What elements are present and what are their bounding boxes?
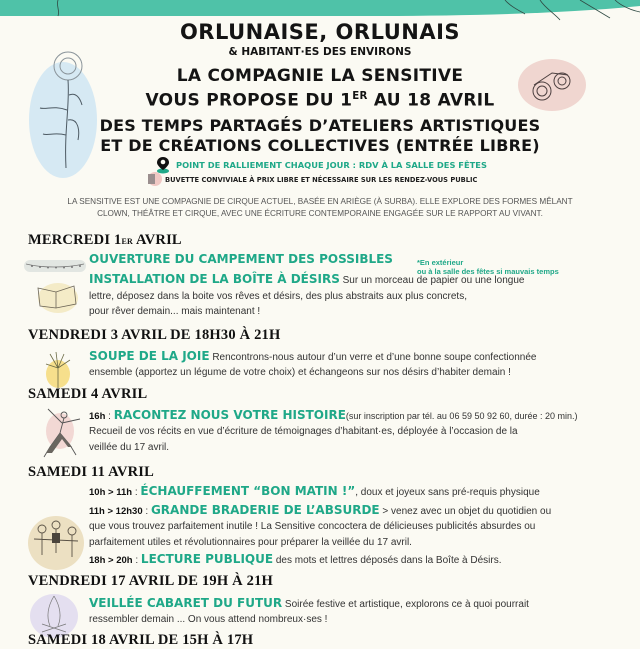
event-description: que vous trouvez parfaitement inutile ! La Sensitive concoctera de délicieuses publicités absurdes ou [89,521,536,532]
top-banner [0,0,640,22]
day-heading: VENDREDI 3 AVRIL DE 18H30 À 21H [28,327,281,343]
event-item: 18h > 20h : LECTURE PUBLIQUE des mots et lettres déposés dans la Boîte à Désirs. [89,552,502,566]
event-item: OUVERTURE DU CAMPEMENT DES POSSIBLES [89,252,393,266]
company-line: LA COMPAGNIE LA SENSITIVE [176,66,464,86]
open-book-icon [32,278,80,314]
event-item: 11h > 12h30 : GRANDE BRADERIE DE L’ABSURDE > venez avec un objet du quotidien ou [89,503,552,517]
event-item: INSTALLATION DE LA BOÎTE À DÉSIRS Sur un morceau de papier ou une longue [89,272,525,286]
day-heading: SAMEDI 11 AVRIL [28,464,155,480]
event-description: lettre, déposez dans la boite vos rêves et désirs, des plus abstraits aux plus concrets, [89,291,467,302]
day-heading: SAMEDI 4 AVRIL [28,386,148,402]
event-description: parfaitement utiles et révolutionnaires pour préparer la veillée du 17 avril. [89,537,412,548]
bunting-garland-icon [22,258,88,274]
workshops-line-1: DES TEMPS PARTAGÉS D’ATELIERS ARTISTIQUES [99,116,541,135]
event-item: 16h : RACONTEZ NOUS VOTRE HISTOIRE(sur inscription par tél. au 06 59 50 92 60, durée : 20 min.) [89,408,578,422]
workshops-line-2: ET DE CRÉATIONS COLLECTIVES (ENTRÉE LIBRE) [100,136,540,155]
meeting-point: POINT DE RALLIEMENT CHAQUE JOUR : RDV À LA SALLE DES FÊTES [176,160,487,170]
page-title: ORLUNAISE, ORLUNAIS [179,20,461,44]
people-group-icon [24,515,84,571]
dancer-icon [36,403,86,463]
day-heading: MERCREDI 1ER AVRIL [28,232,182,248]
page-subtitle: & HABITANT·ES DES ENVIRONS [228,46,412,58]
event-description: ressembler demain ... On vous attend nombreux·ses ! [89,614,328,625]
event-description: veillée du 17 avril. [89,442,170,453]
event-item: 10h > 11h : ÉCHAUFFEMENT “BON MATIN !”, doux et joyeux sans pré-requis physique [89,484,540,498]
event-description: Recueil de vos récits en vue d’écriture de témoignages d’habitant·es, déployée à l’occasion de la [89,426,518,437]
dates-line: VOUS PROPOSE DU 1ER AU 18 AVRIL [145,90,495,111]
event-description: pour rêver demain... mais maintenant ! [89,306,261,317]
company-intro: LA SENSITIVE EST UNE COMPAGNIE DE CIRQUE ACTUEL, BASÉE EN ARIÈGE (À SURBA). ELLE EXPLORE DES FORMES MÊLANT CLOWN, THÉÂTRE ET CIRQUE, AVEC UNE ÉCRITURE CONTEMPORAINE ENGAGÉE SUR LE RAPPORT AU VIVANT. [67,197,573,218]
cup-icon [140,172,162,186]
event-note: *En extérieur ou à la salle des fêtes si mauvais temps [417,258,559,276]
day-heading: SAMEDI 18 AVRIL DE 15H À 17H [28,632,254,648]
event-description: ensemble (apportez un légume de votre choix) et échangeons sur nos désirs d’habiter demain ! [89,367,511,378]
event-item: SOUPE DE LA JOIE Rencontrons-nous autour d’un verre et d’une bonne soupe confectionnée [89,349,537,363]
event-item: VEILLÉE CABARET DU FUTUR Soirée festive et artistique, explorons ce à quoi pourrait [89,596,529,610]
vegetable-bouquet-icon [40,350,76,390]
day-heading: VENDREDI 17 AVRIL DE 19H À 21H [28,573,274,589]
buvette-info: BUVETTE CONVIVIALE À PRIX LIBRE ET NÉCESSAIRE SUR LES RENDEZ-VOUS PUBLIC [165,176,478,184]
